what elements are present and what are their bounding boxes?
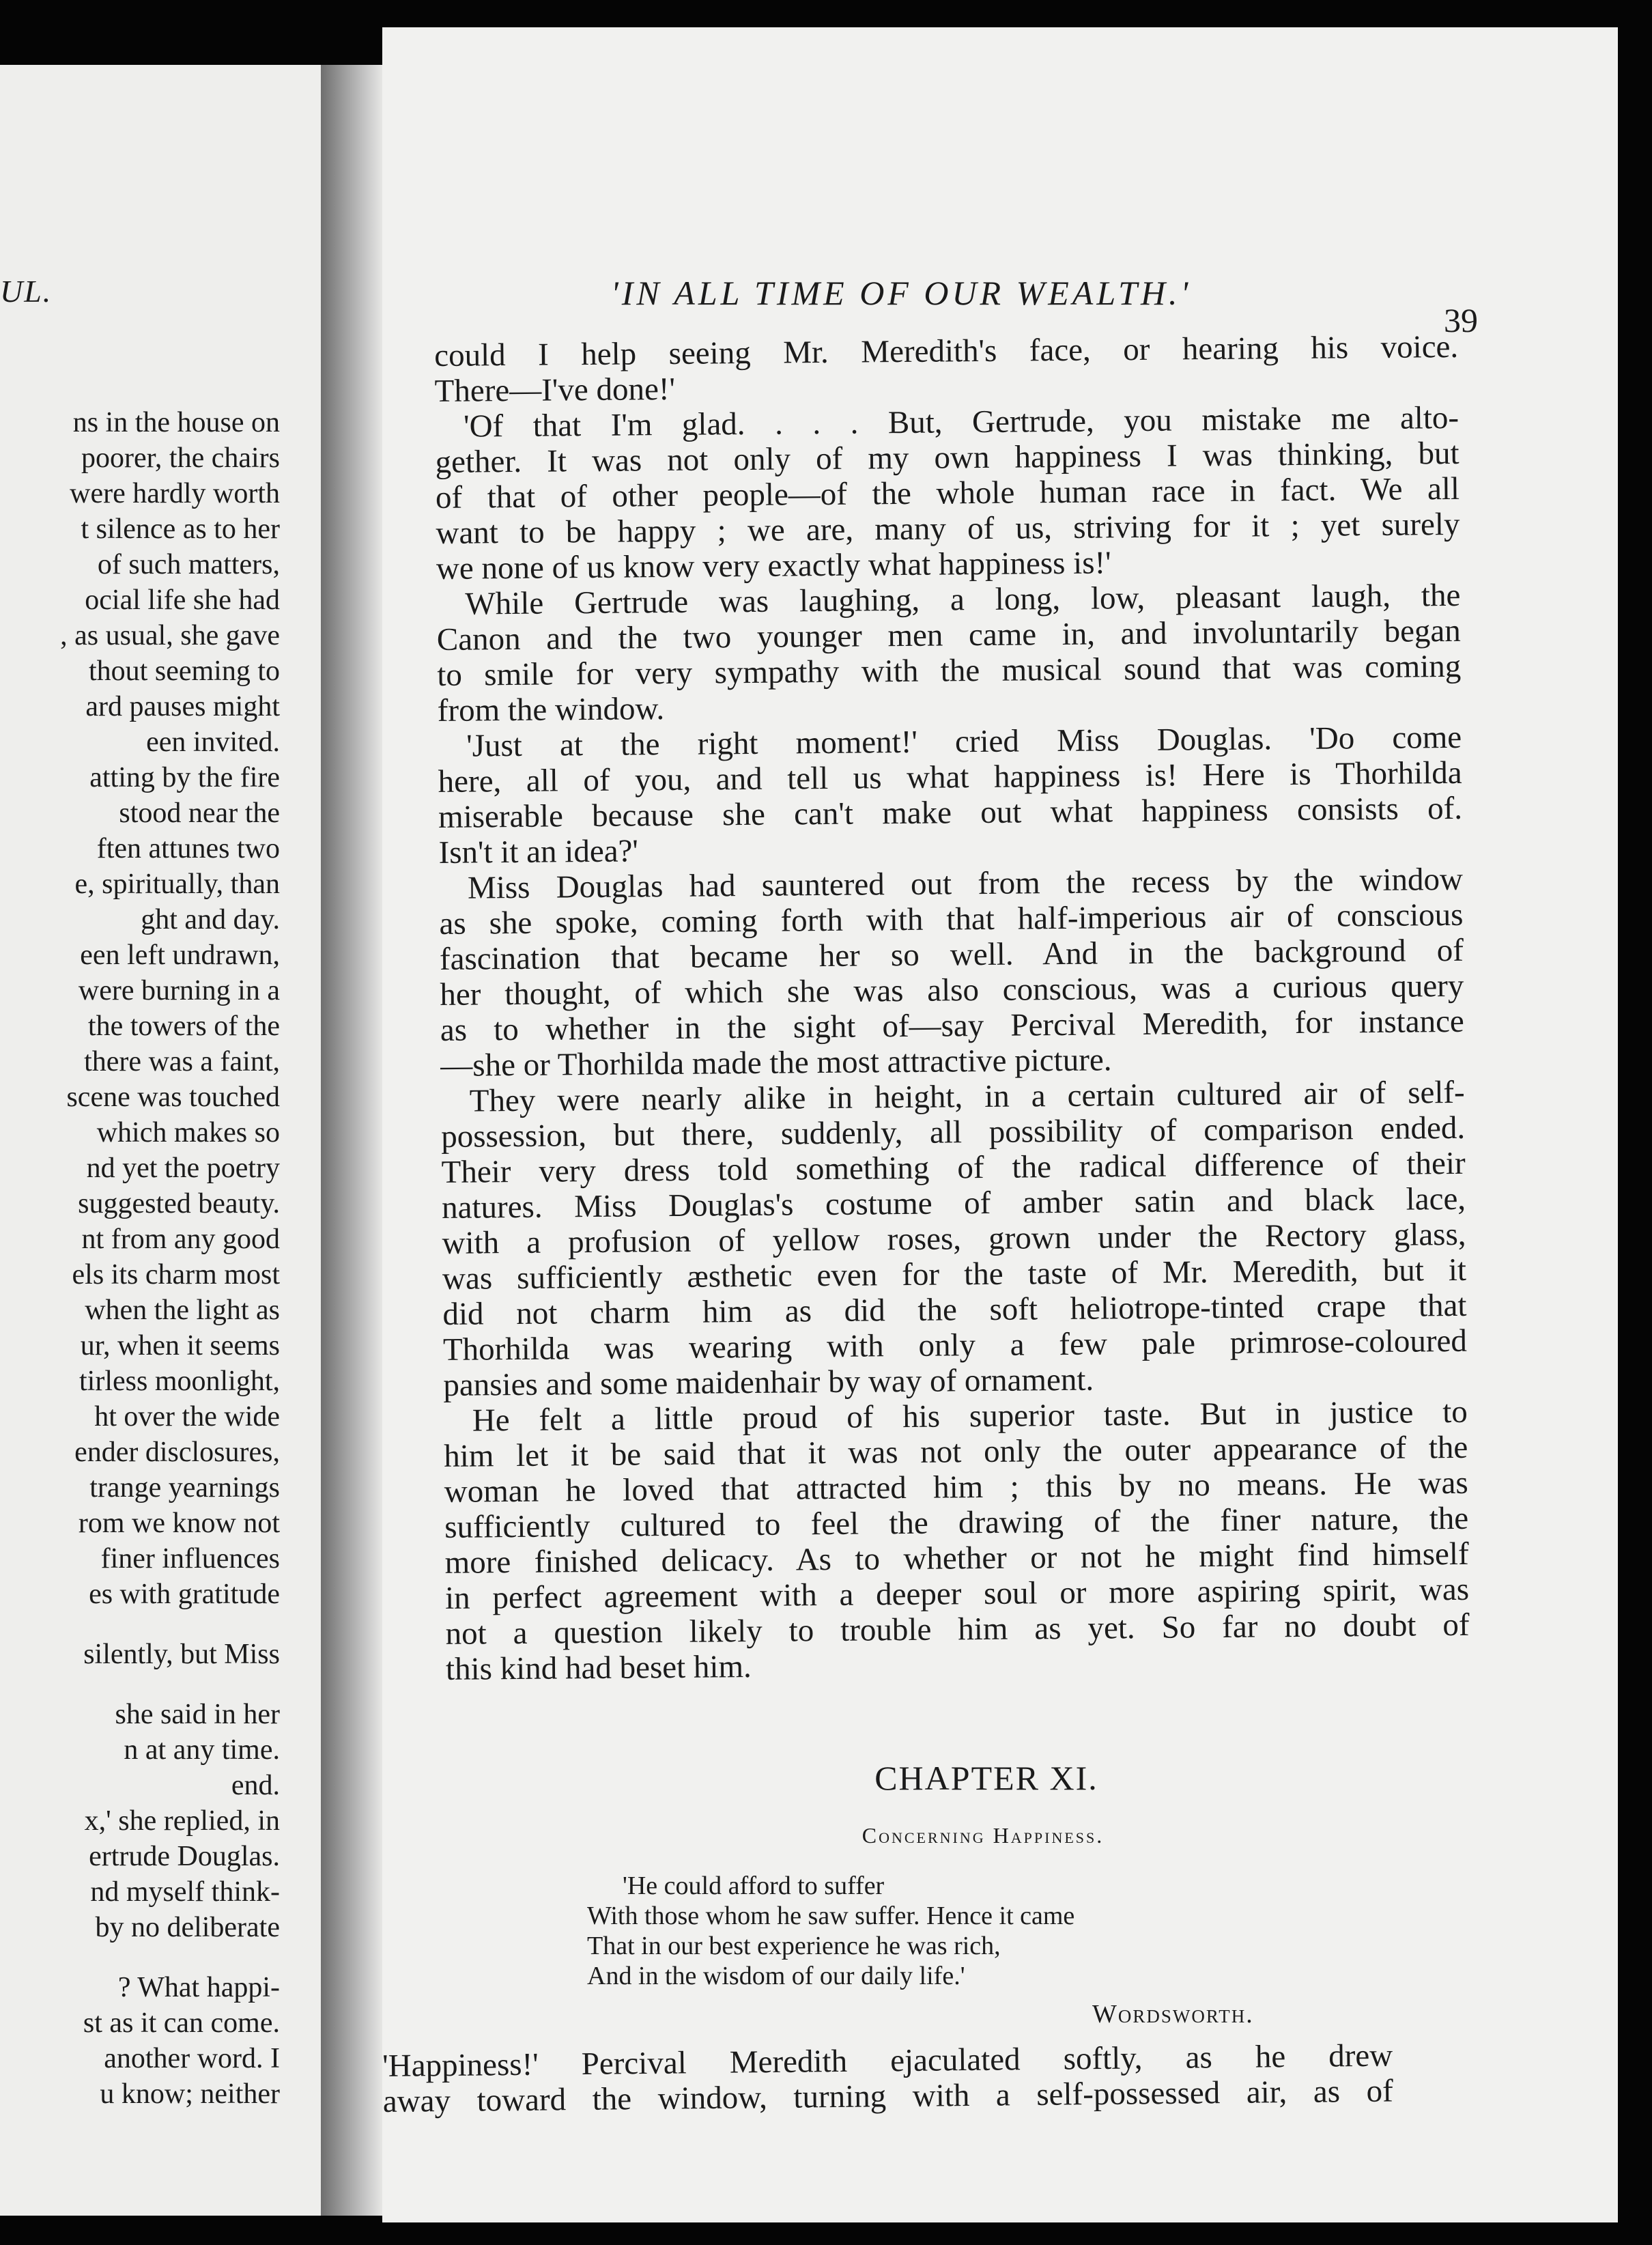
left-text-line: nd yet the poetry <box>86 1153 280 1184</box>
text-line: There—I've done!' <box>434 371 676 409</box>
left-text-line: which makes so <box>96 1117 280 1148</box>
page-number: 39 <box>1444 301 1478 339</box>
text-line: They were nearly alike in height, in a certain cultured air of self- <box>469 1074 1465 1119</box>
left-text-line: ften attunes two <box>96 833 280 864</box>
text-line: here, all of you, and tell us what happiness is! Here is Thorhilda <box>438 754 1462 800</box>
left-text-line: u know; neither <box>100 2078 280 2110</box>
text-line: sufficiently cultured to feel the drawing of the finer nature, the <box>444 1500 1469 1545</box>
left-text-line <box>60 1945 280 1970</box>
left-text-line: een left undrawn, <box>80 940 280 971</box>
text-line: 'Just at the right moment!' cried Miss Douglas. 'Do come <box>466 719 1462 764</box>
left-text-line: when the light as <box>85 1295 280 1326</box>
epigraph-line: With those whom he saw suffer. Hence it came <box>587 1902 1075 1930</box>
left-text-line: tirless moonlight, <box>79 1366 280 1397</box>
epigraph-line: That in our best experience he was rich, <box>587 1932 1001 1960</box>
left-text-line: the towers of the <box>87 1011 280 1042</box>
text-line: more finished delicacy. As to whether or not he might find himself <box>444 1536 1469 1581</box>
text-line: him let it be said that it was not only the outer appearance of the <box>444 1429 1468 1474</box>
text-line: possession, but there, suddenly, all possibility of comparison ended. <box>440 1110 1466 1155</box>
text-line: was sufficiently æsthetic even for the taste of Mr. Meredith, but it <box>442 1252 1467 1297</box>
text-line: pansies and some maidenhair by way of ornament. <box>443 1361 1094 1403</box>
left-text-line: were hardly worth <box>70 478 280 509</box>
text-line: Their very dress told something of the radical difference of their <box>441 1145 1466 1190</box>
epigraph <box>587 1871 1074 1991</box>
left-text-line: thout seeming to <box>89 655 280 687</box>
text-line: Miss Douglas had sauntered out from the recess by the window <box>467 861 1464 906</box>
text-line: did not charm him as did the soft heliotrope-tinted crape that <box>442 1287 1467 1332</box>
text-line: we none of us know very exactly what happiness is!' <box>436 545 1111 587</box>
left-text-line: ocial life she had <box>85 584 280 616</box>
left-text-line: nd myself think- <box>90 1876 280 1908</box>
book-gutter <box>321 65 382 2216</box>
left-text-line: n at any time. <box>124 1734 280 1766</box>
left-text-line: suggested beauty. <box>78 1188 280 1219</box>
text-line: this kind had beset him. <box>445 1649 752 1687</box>
chapter-opening <box>382 2038 1393 2119</box>
left-text-line: ertrude Douglas. <box>89 1841 280 1872</box>
left-text-line: ender disclosures, <box>74 1437 280 1468</box>
left-text-line: ght and day. <box>141 904 280 935</box>
left-text-line: st as it can come. <box>83 2007 280 2039</box>
left-text-line: by no deliberate <box>95 1912 280 1943</box>
left-text-line: x,' she replied, in <box>84 1805 280 1837</box>
text-line: He felt a little proud of his superior taste. But in justice to <box>472 1394 1468 1439</box>
left-text-line: ard pauses might <box>85 691 280 722</box>
opening-line: 'Happiness!' Percival Meredith ejaculated softly, as he drew <box>382 2037 1393 2084</box>
text-line: —she or Thorhilda made the most attractive picture. <box>440 1042 1112 1084</box>
text-line: Thorhilda was wearing with only a few pale primrose-coloured <box>442 1323 1468 1368</box>
text-line: gether. It was not only of my own happiness I was thinking, but <box>435 435 1459 480</box>
text-line: in perfect agreement with a deeper soul or more aspiring spirit, was <box>444 1571 1470 1616</box>
text-line: from the window. <box>437 691 665 729</box>
text-line: want to be happy ; we are, many of us, striving for it ; yet surely <box>436 506 1460 551</box>
left-text-line: rom we know not <box>78 1508 280 1539</box>
body-text <box>434 329 1470 1687</box>
opening-line: away toward the window, turning with a self-possessed air, as of <box>382 2073 1394 2119</box>
left-text-line: were burning in a <box>78 975 280 1006</box>
left-text-line: ht over the wide <box>94 1401 280 1432</box>
left-text-line <box>60 1612 280 1637</box>
text-line: could I help seeing Mr. Meredith's face, or hearing his voice. <box>434 328 1459 373</box>
text-line: 'Of that I'm glad. . . . But, Gertrude, you mistake me alto- <box>463 399 1459 444</box>
text-line: natures. Miss Douglas's costume of amber satin and black lace, <box>441 1181 1466 1226</box>
left-running-head: UL. <box>0 274 53 309</box>
left-text-line <box>60 1672 280 1697</box>
left-text-line: , as usual, she gave <box>60 620 280 651</box>
epigraph-line: 'He could afford to suffer <box>623 1872 885 1900</box>
right-page <box>382 27 1618 2222</box>
left-text-line: es with gratitude <box>89 1579 280 1610</box>
text-line: not a question likely to trouble him as yet. So far no doubt of <box>445 1607 1470 1652</box>
text-line: her thought, of which she was also conscious, was a curious query <box>440 968 1464 1013</box>
text-line: to smile for very sympathy with the musical sound that was coming <box>437 648 1462 693</box>
text-line: of that of other people—of the whole human race in fact. We all <box>435 470 1460 516</box>
left-text-line: of such matters, <box>97 549 280 580</box>
left-text-line: ? What happi- <box>117 1972 280 2003</box>
text-line: Isn't it an idea?' <box>438 833 639 871</box>
left-text-line: ns in the house on <box>72 407 280 438</box>
text-line: as she spoke, coming forth with that half-imperious air of conscious <box>439 896 1464 942</box>
left-text-line: nt from any good <box>81 1224 280 1255</box>
left-text-line: stood near the <box>119 797 280 829</box>
left-text-line: another word. I <box>104 2043 280 2074</box>
text-line: woman he loved that attracted him ; this by no means. He was <box>444 1465 1468 1510</box>
left-text-line: een invited. <box>146 726 280 758</box>
left-text-line: scene was touched <box>66 1082 280 1113</box>
chapter-subtitle: Concerning Happiness. <box>861 1823 1105 1848</box>
left-text-line: end. <box>231 1770 280 1801</box>
chapter-title: CHAPTER XI. <box>874 1759 1098 1797</box>
running-head: 'IN ALL TIME OF OUR WEALTH.' <box>611 274 1192 312</box>
left-text-line: els its charm most <box>72 1259 280 1290</box>
left-text-line: there was a faint, <box>84 1046 280 1077</box>
left-page-text <box>60 405 280 2112</box>
text-line: While Gertrude was laughing, a long, low, pleasant laugh, the <box>465 577 1461 622</box>
left-text-line: she said in her <box>115 1699 280 1730</box>
epigraph-attribution: Wordsworth. <box>1092 2000 1254 2029</box>
left-text-line: e, spiritually, than <box>74 869 280 900</box>
text-line: miserable because she can't make out what happiness consists of. <box>438 790 1463 835</box>
text-line: fascination that became her so well. And in the background of <box>439 932 1464 977</box>
epigraph-line: And in the wisdom of our daily life.' <box>587 1962 965 1990</box>
text-line: with a profusion of yellow roses, grown under the Rectory glass, <box>442 1216 1466 1261</box>
left-text-line: finer influences <box>100 1543 280 1575</box>
left-text-line: poorer, the chairs <box>81 442 280 474</box>
text-line: Canon and the two younger men came in, and involuntarily began <box>436 612 1462 658</box>
left-text-line: atting by the fire <box>89 762 280 793</box>
left-text-line: t silence as to her <box>81 513 280 545</box>
left-page-fragment <box>0 65 321 2216</box>
text-line: as to whether in the sight of—say Percival Meredith, for instance <box>440 1003 1465 1048</box>
left-text-line: silently, but Miss <box>83 1639 280 1670</box>
left-text-line: ur, when it seems <box>80 1330 280 1361</box>
left-text-line: trange yearnings <box>89 1472 280 1503</box>
